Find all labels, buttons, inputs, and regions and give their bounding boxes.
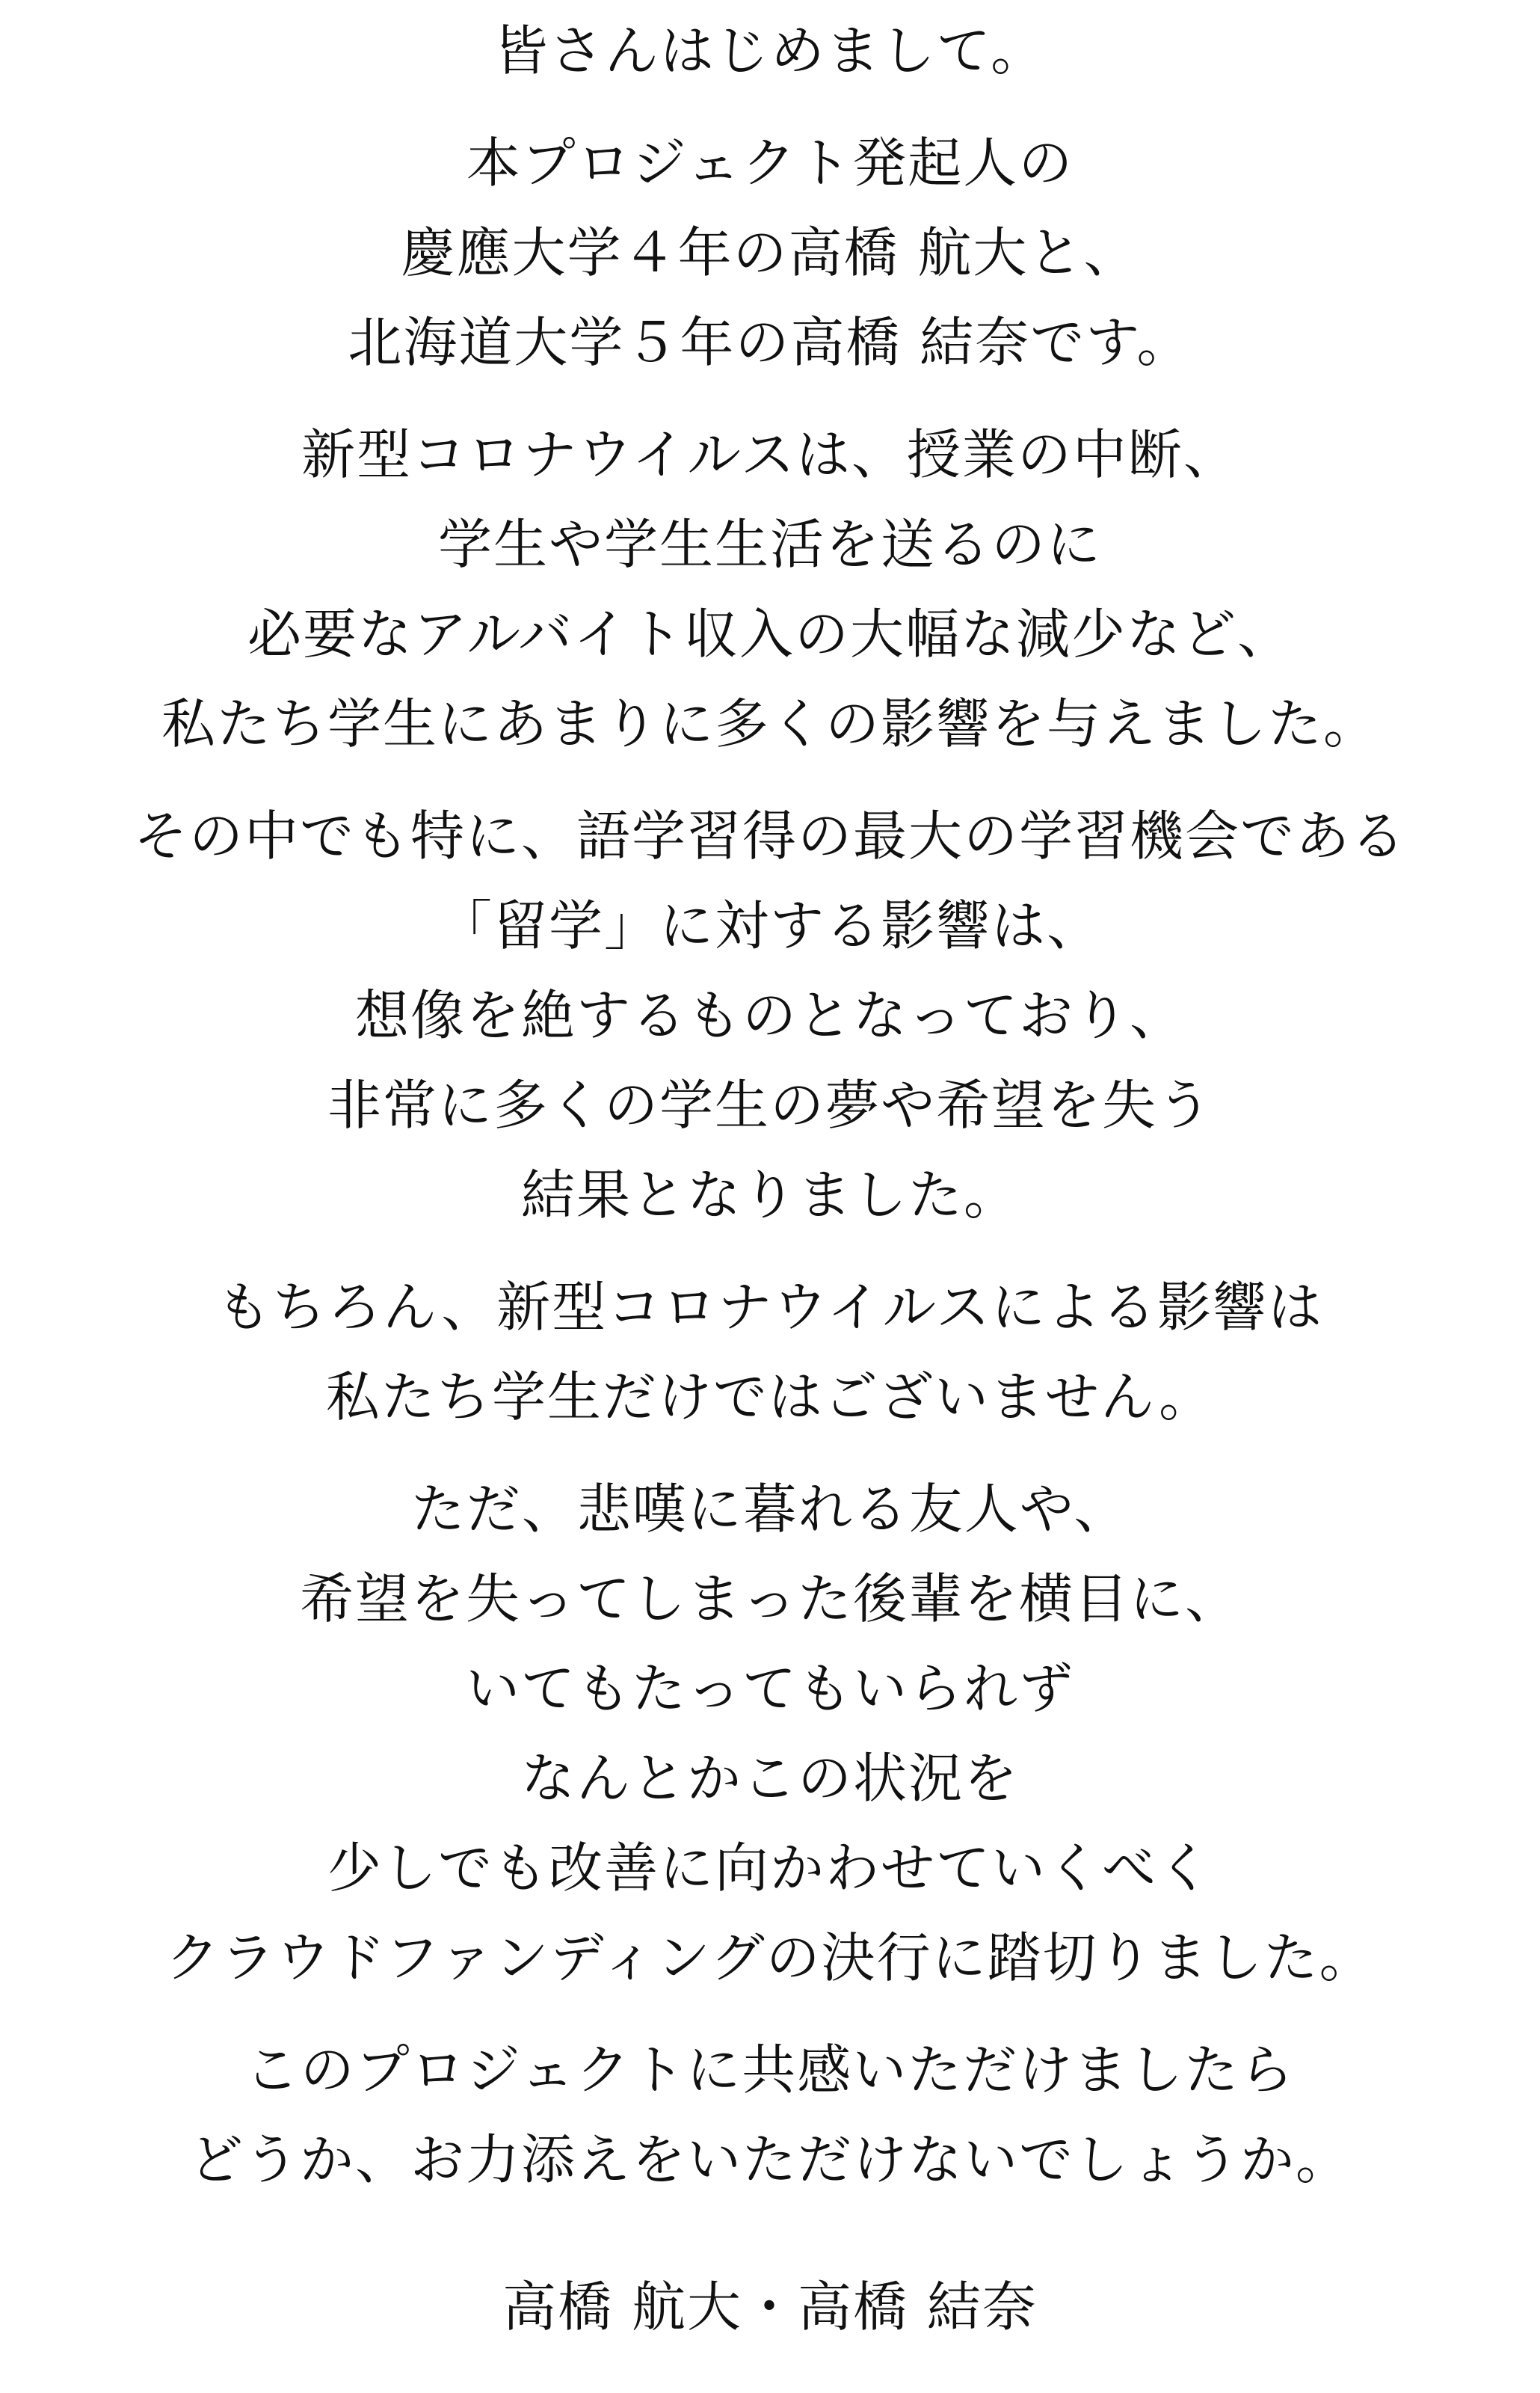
text-line: 新型コロナウイルスは、授業の中断、 (301, 423, 1239, 486)
text-line: 本プロジェクト発起人の (466, 132, 1074, 194)
greeting-line: 皆さんはじめまして。 (493, 19, 1047, 82)
text-line: 北海道大学５年の高橋 結奈です。 (348, 311, 1192, 374)
text-line: 「留学」に対する影響は、 (437, 894, 1102, 957)
text-line: 非常に多くの学生の夢や希望を失う (327, 1074, 1213, 1137)
text-line: このプロジェクトに共感いただけましたら (244, 2039, 1296, 2101)
text-line: なんとかこの状況を (520, 1747, 1019, 1810)
text-line: どうか、お力添えをいただけないでしょうか。 (188, 2128, 1351, 2191)
text-line: 希望を失ってしまった後輩を横目に、 (299, 1567, 1240, 1630)
text-line: 必要なアルバイト収入の大幅な減少など、 (247, 603, 1293, 666)
text-line: 私たち学生にあまりに多くの影響を与えました。 (161, 692, 1379, 755)
text-line: 私たち学生だけではございません。 (325, 1366, 1215, 1428)
text-line: その中でも特に、語学習得の最大の学習機会である (133, 805, 1406, 867)
text-line: ただ、悲嘆に暮れる友人や、 (410, 1478, 1130, 1540)
text-line: 慶應大学４年の高橋 航大と、 (401, 221, 1139, 284)
signature-line: 高橋 航大・高橋 結奈 (502, 2276, 1038, 2338)
text-line: クラウドファンディングの決行に踏切りました。 (165, 1926, 1375, 1989)
text-line: いてもたってもいられず (465, 1657, 1074, 1720)
text-line: 結果となりました。 (520, 1164, 1019, 1226)
text-line: もちろん、新型コロナウイルスによる影響は (216, 1276, 1323, 1339)
text-line: 少しでも改善に向かわせていくべく (327, 1837, 1213, 1899)
text-line: 想像を絶するものとなっており、 (354, 984, 1185, 1047)
text-line: 学生や学生生活を送るのに (437, 513, 1102, 576)
